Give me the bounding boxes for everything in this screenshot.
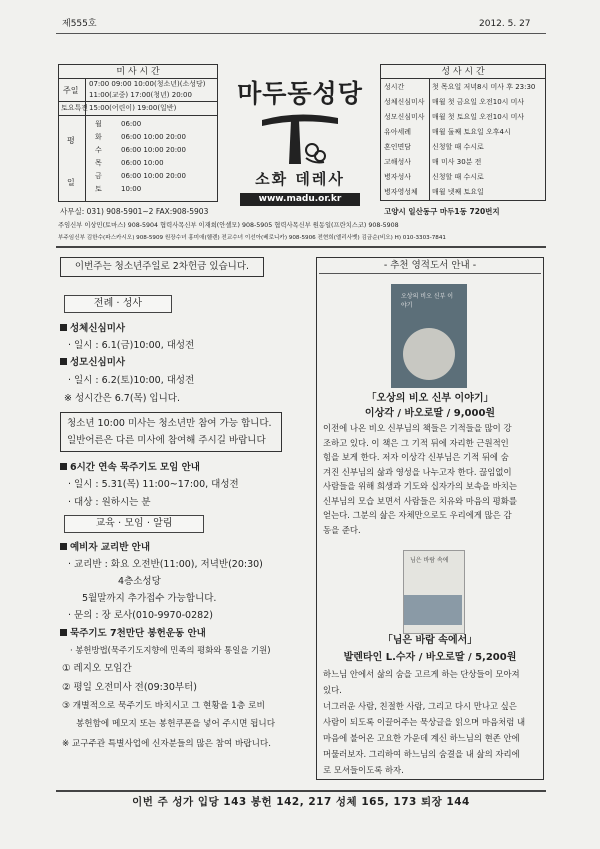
youth-notice-box	[60, 412, 282, 452]
sacraments-title: 성 사 시 간	[381, 67, 545, 79]
item-rosary-campaign-line-4: ③ 개별적으로 묵주기도 바치시고 그 현황을 1층 로비	[62, 701, 266, 711]
square-bullet-icon	[60, 324, 67, 331]
mass-times-box	[58, 64, 218, 202]
item-catechism-line-3: 5월말까지 추가접수 가능합니다.	[82, 593, 217, 604]
item-holy-hour-note: ※ 성시간은 6.7(목) 입니다.	[64, 393, 180, 404]
sacrament-row: 유아세례 매월 둘째 토요일 오후4시	[384, 128, 511, 136]
staff-line-2: 부주임신부 김한수(파스카시오) 908-5909 원장수녀 홍미애(헬렌) 전교수녀 이선아(베로니카) 908-5906 전현희(엘리사벳) 김금순(비오) H) 010-3303-7841	[58, 235, 446, 241]
item-catechism-line-4: · 문의 : 장 로사(010-9970-0282)	[68, 610, 213, 621]
footer-rule	[56, 790, 546, 792]
weekday-label-2: 일	[67, 178, 75, 187]
issue-number: 제555호	[62, 19, 97, 29]
youth-notice-line-2: 일반어른은 다른 미사에 참여해 주시길 바랍니다	[67, 435, 266, 446]
weekday-label-1: 평	[67, 136, 75, 145]
parish-deanery: 소화 데레사	[255, 170, 345, 188]
square-bullet-icon	[60, 358, 67, 365]
parish-website[interactable]: www.madu.or.kr	[240, 193, 360, 206]
sacrament-row: 혼인면담 신청할 때 수시로	[384, 143, 484, 151]
book1-meta: 이상각 / 바오로딸 / 9,000원	[364, 408, 496, 419]
item-mary-mass-line: · 일시 : 6.2(토)10:00, 대성전	[68, 375, 195, 386]
parish-name: 마두동성당	[237, 79, 363, 108]
office-contact: 사무실: 031) 908-5901~2 FAX:908-5903	[60, 207, 209, 216]
book1-description: 이전에 나온 비오 신부님의 책들은 기적들을 많이 강 조하고 있다. 이 책은 그 기적 뒤에 자리한 근원적인 힘을 보게 한다. 저자 이상각 신부님은 기적 뒤에 숨 겨진 신부님의 삶과 영성을 나누고자 한다. 끊임없이 사람들을 위해 희생과 기도와 십자가의 보속을 바치는 신부님의 모습 보면서 사람들은 치유와 마음의 평화를 얻는다. 그분의 삶은 자체만으로도 우리에게 많은 감 동을 준다.	[323, 423, 517, 535]
landscape-image	[404, 595, 462, 625]
item-catechism-line-1: · 교리반 : 화요 오전반(11:00), 저녁반(20:30)	[68, 559, 263, 570]
sacrament-row: 병자영성체 매월 넷째 토요일	[384, 188, 484, 196]
item-rosary-campaign-line-5: 봉헌함에 메모지 또는 봉헌쿠폰을 넣어 주시면 됩니다	[76, 719, 276, 729]
saturday-label: 토요특전	[61, 104, 89, 112]
header-bottom-rule	[56, 246, 546, 248]
sacraments-list	[384, 80, 535, 200]
section-liturgy-title: 전례 · 성사	[64, 295, 172, 313]
item-rosary-campaign-line-2: ① 레지오 모임간	[62, 663, 132, 674]
sunday-times-1: 07:00 09:00 10:00(청소년)(소성당)	[89, 80, 206, 88]
staff-line-1: 주임신부 이상민(토마스) 908-5904 협력사목신부 이재희(안셀모) 908-5905 협력사목신부 원동일(프란치스코) 908-5908	[58, 222, 399, 229]
book2-title: 「님은 바람 속에서」	[382, 635, 478, 646]
item-rosary-meeting-line-2: · 대상 : 원하시는 분	[68, 497, 151, 508]
book1-cover: 오상의 비오 신부 이야기	[391, 284, 467, 388]
item-rosary-meeting-title: 6시간 연속 묵주기도 모임 안내	[60, 461, 200, 474]
mass-times-title: 미 사 시 간	[59, 67, 217, 79]
book1-title: 「오상의 비오 신부 이야기」	[366, 393, 494, 404]
item-rosary-meeting-line-1: · 일시 : 5.31(목) 11:00~17:00, 대성전	[68, 479, 239, 490]
item-rosary-campaign-title: 묵주기도 7천만단 봉헌운동 안내	[60, 627, 206, 640]
sacraments-box	[380, 64, 546, 201]
square-bullet-icon	[60, 629, 67, 636]
item-rosary-campaign-note: ※ 교구주관 특별사업에 신자분들의 많은 참여 바랍니다.	[62, 739, 271, 749]
book2-meta: 발렌타인 L.수자 / 바오로딸 / 5,200원	[343, 652, 517, 663]
item-catechism-line-2: 4층소성당	[118, 576, 161, 587]
book2-description: 하느님 안에서 삶의 숨을 고르게 하는 단상들이 모아져 있다. 너그러운 사람, 친절한 사람, 그리고 다시 만나고 싶은 사람이 되도록 이끌어주는 묵상글을 읽으며 마음처럼 내 마음에 불어온 고요한 가운데 계신 하느님의 현존 안에 머물러보자. 그리하여 하느님의 숨결을 내 삶의 자리에 로 모셔들이도록 하자.	[323, 669, 526, 775]
item-heart-mass-title: 성체신심미사	[60, 322, 125, 335]
notice-box: 이번주는 청소년주일로 2차헌금 있습니다.	[60, 257, 264, 277]
book-section-title: - 추천 영적도서 안내 -	[383, 260, 477, 271]
square-bullet-icon	[60, 543, 67, 550]
section-education-title: 교육 · 모임 · 알림	[64, 515, 204, 533]
saturday-times: 15:00(어린이) 19:00(일반)	[89, 104, 177, 112]
youth-notice-line-1: 청소년 10:00 미사는 청소년만 참여 가능 합니다.	[67, 418, 272, 429]
book-recommendation-box	[316, 257, 544, 780]
sacrament-row: 성체신심미사 매월 첫 금요일 오전10시 미사	[384, 98, 525, 106]
item-rosary-campaign-line-3: ② 평일 오전미사 전(09:30부터)	[62, 682, 197, 693]
weekday-times: 06:00 06:00 10:00 20:00 06:00 10:00 20:00 06:00 10:00 06:00 10:00 20:00 10:00	[121, 120, 186, 193]
portrait-image	[403, 328, 455, 380]
weekday-days: 월 화 수 목 금 토	[95, 120, 102, 193]
item-heart-mass-line: · 일시 : 6.1(금)10:00, 대성전	[68, 340, 195, 351]
book2-cover: 님은 바람 속에	[403, 550, 465, 634]
parish-address: 고양시 일산동구 마두1동 720번지	[384, 207, 500, 216]
square-bullet-icon	[60, 463, 67, 470]
header-rule	[56, 33, 546, 34]
sacrament-row: 병자성사 신청할 때 수시로	[384, 173, 484, 181]
cross-logo-icon	[258, 106, 342, 168]
item-rosary-campaign-line-1: · 봉헌방법(묵주기도지향에 민족의 평화와 통일을 기원)	[70, 645, 271, 655]
sacrament-row: 성시간 첫 목요일 저녁8시 미사 후 23:30	[384, 83, 536, 91]
item-catechism-title: 예비자 교리반 안내	[60, 541, 150, 554]
issue-date: 2012. 5. 27	[479, 19, 531, 29]
item-mary-mass-title: 성모신심미사	[60, 356, 125, 369]
hymns-footer: 이번 주 성가 입당 143 봉헌 142, 217 성체 165, 173 퇴장 144	[132, 796, 470, 808]
sunday-times-2: 11:00(교중) 17:00(청년) 20:00	[89, 91, 192, 99]
sacrament-row: 성모신심미사 매월 첫 토요일 오전10시 미사	[384, 113, 525, 121]
sacrament-row: 고해성사 매 미사 30분 전	[384, 158, 482, 166]
sunday-label: 주일	[63, 86, 79, 95]
